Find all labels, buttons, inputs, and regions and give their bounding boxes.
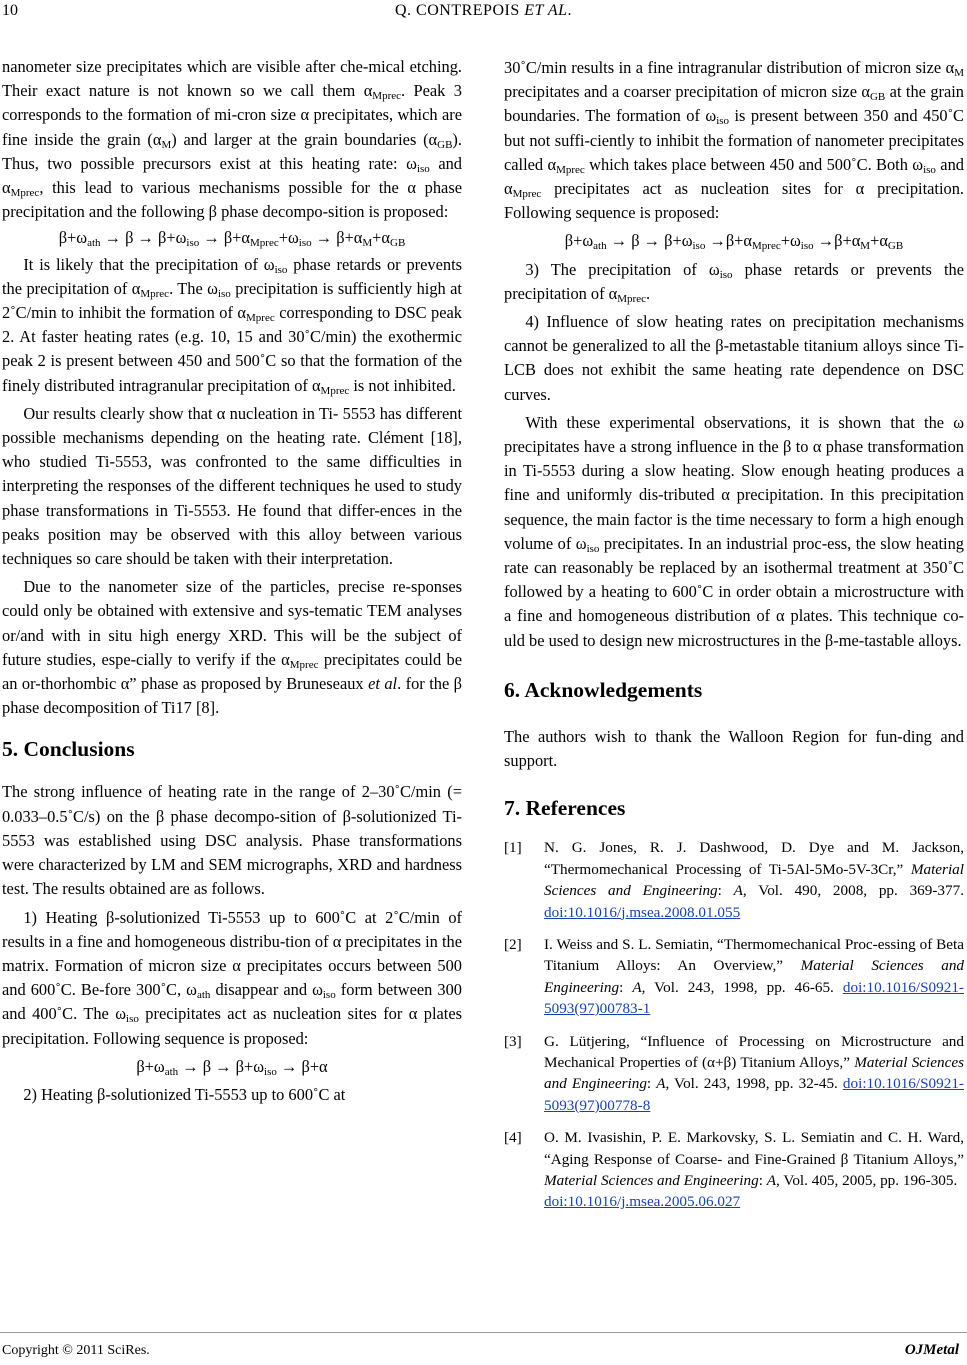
right-column (504, 56, 964, 1224)
reference-number: [1] (504, 839, 522, 857)
reference-item (504, 1127, 964, 1213)
section-heading-conclusions: 5. Conclusions (2, 737, 135, 762)
reference-number: [4] (504, 1129, 522, 1147)
paragraph: 2) Heating β-solutionized Ti-5553 up to 600˚C at (23, 1084, 346, 1104)
doi-link[interactable]: doi:10.1016/j.msea.2005.06.027 (544, 1193, 741, 1211)
paragraph: Due to the nanometer size of the particles, precise re-sponses could only be obtained with extensive and sys-tematic TEM analyses or/and with in situ high energy XRD. This will be the subject of future studies, espe-cially to verify if the $\alpha_{Mprec}$ precipitates could be an or-thorhombic α” phase as proposed by Bruneseaux et al. for the β phase decomposition of Ti17 [8]. (2, 577, 462, 718)
paragraph: The authors wish to thank the Walloon Region for fun-ding and support. (504, 726, 964, 771)
paragraph: 3) The precipitation of $\omega_{iso}$ phase retards or prevents the precipitation of $\alpha_{Mprec}$. (504, 259, 964, 305)
section-heading-references: 7. References (504, 796, 626, 821)
footer-rule (0, 1332, 967, 1333)
paragraph: Our results clearly show that α nucleation in Ti- 5553 has different possible mechanisms depending on the heating rate. Clément [18], who studied Ti-5553, was confronted to the same difficulties in interpreting the responses of the different techniques he used to study phase transformations in Ti-5553. He found that differ-ences in the peaks position may be observed with this alloy between various techniques so care should be taken with their interpretation. (2, 403, 462, 569)
equation-sequence-3: $\beta+\omega_{ath} \to \beta \to \beta+\omega_{iso} \to\beta+\alpha_{Mprec}+\omega_{iso} \to\beta+\alpha_M+\alpha_{GB}$ (564, 231, 904, 253)
section-heading-acknowledgements: 6. Acknowledgements (504, 677, 703, 702)
reference-item (504, 934, 964, 1020)
reference-text: G. Lütjering, “Influence of Processing on Microstructure and Mechanical Properties of (α+β) Titanium Alloys,” Material Sciences and Engineering: A, Vol. 243, 1998, pp. 32-45. doi:10.1016/S0921-5093(97)00778-8 (544, 1032, 964, 1114)
footer-journal: OJMetal (904, 1342, 959, 1358)
running-head-etal: ET AL (524, 2, 568, 19)
equation-sequence-2: $\beta+\omega_{ath} \to \beta \to \beta+\omega_{iso} \to \beta+\alpha$ (136, 1056, 328, 1078)
running-head (0, 2, 967, 20)
paragraph: With these experimental observations, it is shown that the ω precipitates have a strong influence in the β to α phase transformation in Ti-5553 during a slow heating. Slow enough heating produces a fine and uniformly dis-tributed α precipitation. In this precipitation sequence, the main factor is the time necessary to form a high enough volume of $\omega_{iso}$ precipitates. In an industrial proc-ess, the slow heating rate can reasonably be replaced by an isothermal treatment at 350˚C followed by a heating to 600˚C in order obtain a microstructure with a fine and homogeneous distribution of α plates. This technique co-uld be used to design new microstructures in the β-me-tastable alloys. (504, 412, 964, 650)
paragraph: 1) Heating β-solutionized Ti-5553 up to 600˚C at 2˚C/min of results in a fine and homogeneous distribu-tion of α precipitates in the matrix. Formation of micron size α precipitates occurs between 500 and 600˚C. Be-fore 300˚C, $\omega_{ath}$ disappear and $\omega_{iso}$ form between 300 and 400˚C. The $\omega_{iso}$ precipitates act as nucleation sites for α plates precipitation. Following sequence is proposed: (2, 907, 462, 1048)
footer-copyright: Copyright © 2011 SciRes. (2, 1343, 150, 1358)
reference-text: N. G. Jones, R. J. Dashwood, D. Dye and M. Jackson, “Thermomechanical Processing of Ti-5Al-5Mo-5V-3Cr,” Material Sciences and Engineering: A, Vol. 490, 2008, pp. 369-377. doi:10.1016/j.msea.2008.01.055 (544, 839, 964, 921)
doi-link[interactable]: doi:10.1016/S0921-5093(97)00778-8 (544, 1075, 964, 1114)
doi-link[interactable]: doi:10.1016/j.msea.2008.01.055 (544, 903, 741, 921)
reference-list (504, 837, 964, 1213)
reference-text: O. M. Ivasishin, P. E. Markovsky, S. L. Semiatin and C. H. Ward, “Aging Response of Coarse- and Fine-Grained β Titanium Alloys,” Material Sciences and Engineering: A, Vol. 405, 2005, pp. 196-305. doi:10.1016/j.msea.2005.06.027 (544, 1129, 964, 1211)
reference-text: I. Weiss and S. L. Semiatin, “Thermomechanical Proc-essing of Beta Titanium Alloys: An Overview,” Material Sciences and Engineering: A, Vol. 243, 1998, pp. 46-65. doi:10.1016/S0921-5093(97)00783-1 (544, 935, 965, 1018)
equation-sequence-1: $\beta+\omega_{ath} \to \beta \to \beta+\omega_{iso} \to \beta+\alpha_{Mprec}+\omega_{iso} \to \beta+\alpha_M+\alpha_{GB}$ (58, 228, 406, 250)
doi-link[interactable]: doi:10.1016/S0921-5093(97)00783-1 (544, 978, 964, 1018)
page-number: 10 (2, 2, 18, 19)
running-head-authors: Q. CONTREPOIS (395, 2, 525, 19)
running-head-dot: . (567, 2, 572, 19)
reference-number: [2] (504, 935, 522, 953)
paragraph: nanometer size precipitates which are visible after che-mical etching. Their exact nature is not known so we call them $\alpha_{Mprec}$. Peak 3 corresponds to the formation of mi-cron size α precipitates, which are fine inside the grain $(\alpha_M)$ and larger at the grain boundaries $(\alpha_{GB})$. Thus, two possible precursors exist at this heating rate: $\omega_{iso}$ and $\alpha_{Mprec}$, this lead to various mechanisms possible for the α phase precipitation and the following β phase decompo-sition is proposed: (2, 57, 463, 222)
paragraph: 4) Influence of slow heating rates on precipitation mechanisms cannot be generalized to all the β-metastable titanium alloys since Ti-LCB does not exhibit the same heating rate dependence on DSC curves. (504, 312, 964, 404)
reference-number: [3] (504, 1032, 522, 1050)
reference-item (504, 1031, 964, 1117)
paragraph: It is likely that the precipitation of $\omega_{iso}$ phase retards or prevents the precipitation of $\alpha_{Mprec}$. The $\omega_{iso}$ precipitation is sufficiently high at 2˚C/min to inhibit the formation of $\alpha_{Mprec}$ corresponding to DSC peak 2. At faster heating rates (e.g. 10, 15 and 30˚C/min) the exothermic peak 2 is present between 450 and 500˚C so that the formation of the finely distributed intragranular precipitation of $\alpha_{Mprec}$ is not inhibited. (2, 254, 463, 397)
paragraph: The strong influence of heating rate in the range of 2–30˚C/min (= 0.033–0.5˚C/s) on the β phase decompo-sition of β-solutionized Ti-5553 was established using DSC analysis. Phase transformations were characterized by LM and SEM micrographs, XRD and hardness test. The results obtained are as follows. (2, 782, 462, 899)
reference-item (504, 837, 964, 923)
left-column (2, 55, 462, 1107)
paragraph: 30˚C/min results in a fine intragranular distribution of micron size $\alpha_M$ precipitates and a coarser precipitation of micron size $\alpha_{GB}$ at the grain boundaries. The formation of $\omega_{iso}$ is present between 350 and 450˚C but not suffi-ciently to inhibit the formation of nanometer precipitates called $\alpha_{Mprec}$ which takes place between 450 and 500˚C. Both $\omega_{iso}$ and $\alpha_{Mprec}$ precipitates act as nucleation sites for α precipitation. Following sequence is proposed: (504, 58, 964, 223)
